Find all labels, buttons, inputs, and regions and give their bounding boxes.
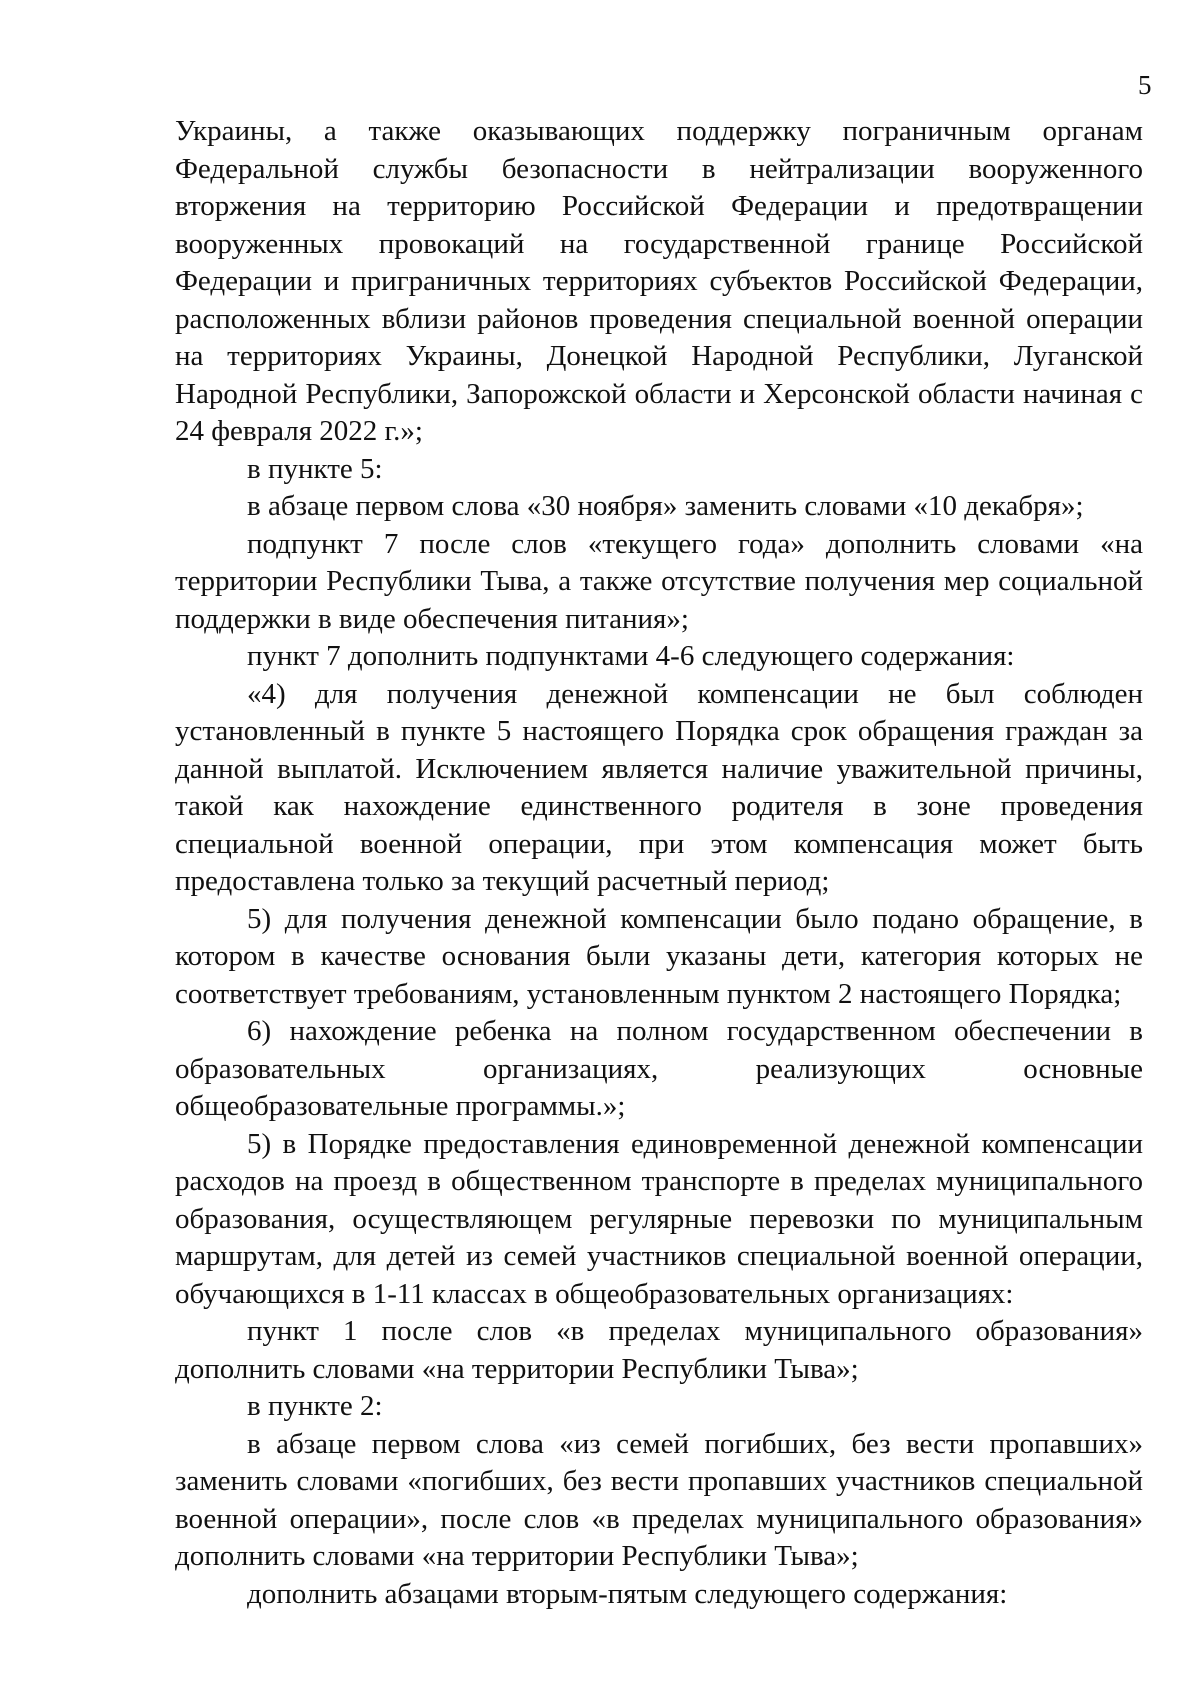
paragraph-item-5-procedure: 5) в Порядке предоставления единовременной денежной компенсации расходов на проезд в общественном транспорте в пределах муниципального образования, осуществляющем регулярные перевозки по муниципальным маршрутам, для детей из семей участников специальной военной операции, обучающихся в 1-11 классах в общеобразовательных организациях:: [175, 1127, 1143, 1310]
paragraph-clause-7-addition: пункт 7 дополнить подпунктами 4-6 следующего содержания:: [247, 640, 1015, 672]
document-body: [175, 113, 1143, 1613]
paragraph-subclause-6: 6) нахождение ребенка на полном государственном обеспечении в образовательных организациях, реализующих основные общеобразовательные программы.»;: [175, 1015, 1143, 1122]
paragraph-continuation: Украины, а также оказывающих поддержку пограничным органам Федеральной службы безопасности в нейтрализации вооруженного вторжения на территорию Российской Федерации и предотвращении вооруженных провокаций на государственной границе Российской Федерации и приграничных территориях субъектов Российской Федерации, расположенных вблизи районов проведения специальной военной операции на территориях Украины, Донецкой Народной Республики, Луганской Народной Республики, Запорожской области и Херсонской области начиная с 24 февраля 2022 г.»;: [175, 115, 1143, 447]
paragraph-clause-2-header: в пункте 2:: [247, 1390, 383, 1422]
paragraph-add-abzacs: дополнить абзацами вторым-пятым следующего содержания:: [247, 1577, 1008, 1610]
paragraph-clause-1-addition: пункт 1 после слов «в пределах муниципального образования» дополнить словами «на территории Республики Тыва»;: [175, 1315, 1143, 1385]
paragraph-subclause-4: «4) для получения денежной компенсации не был соблюден установленный в пункте 5 настоящего Порядка срок обращения граждан за данной выплатой. Исключением является наличие уважительной причины, такой как нахождение единственного родителя в зоне проведения специальной военной операции, при этом компенсация может быть предоставлена только за текущий расчетный период;: [175, 677, 1143, 897]
paragraph-clause-5-header: в пункте 5:: [247, 452, 383, 485]
paragraph-clause-2-first-abzac: в абзаце первом слова «из семей погибших, без вести пропавших» заменить словами «погибших, без вести пропавших участников специальной военной операции», после слов «в пределах муниципального образования» дополнить словами «на территории Республики Тыва»;: [175, 1427, 1143, 1572]
paragraph-subclause-5: 5) для получения денежной компенсации было подано обращение, в котором в качестве основания были указаны дети, категория которых не соответствует требованиям, установленным пунктом 2 настоящего Порядка;: [175, 902, 1143, 1010]
page-number: 5: [1138, 70, 1152, 100]
paragraph-first-abzac-change: в абзаце первом слова «30 ноября» заменить словами «10 декабря»;: [247, 490, 1084, 522]
paragraph-subclause-7: подпункт 7 после слов «текущего года» дополнить словами «на территории Республики Тыва, а также отсутствие получения мер социальной поддержки в виде обеспечения питания»;: [175, 527, 1143, 635]
